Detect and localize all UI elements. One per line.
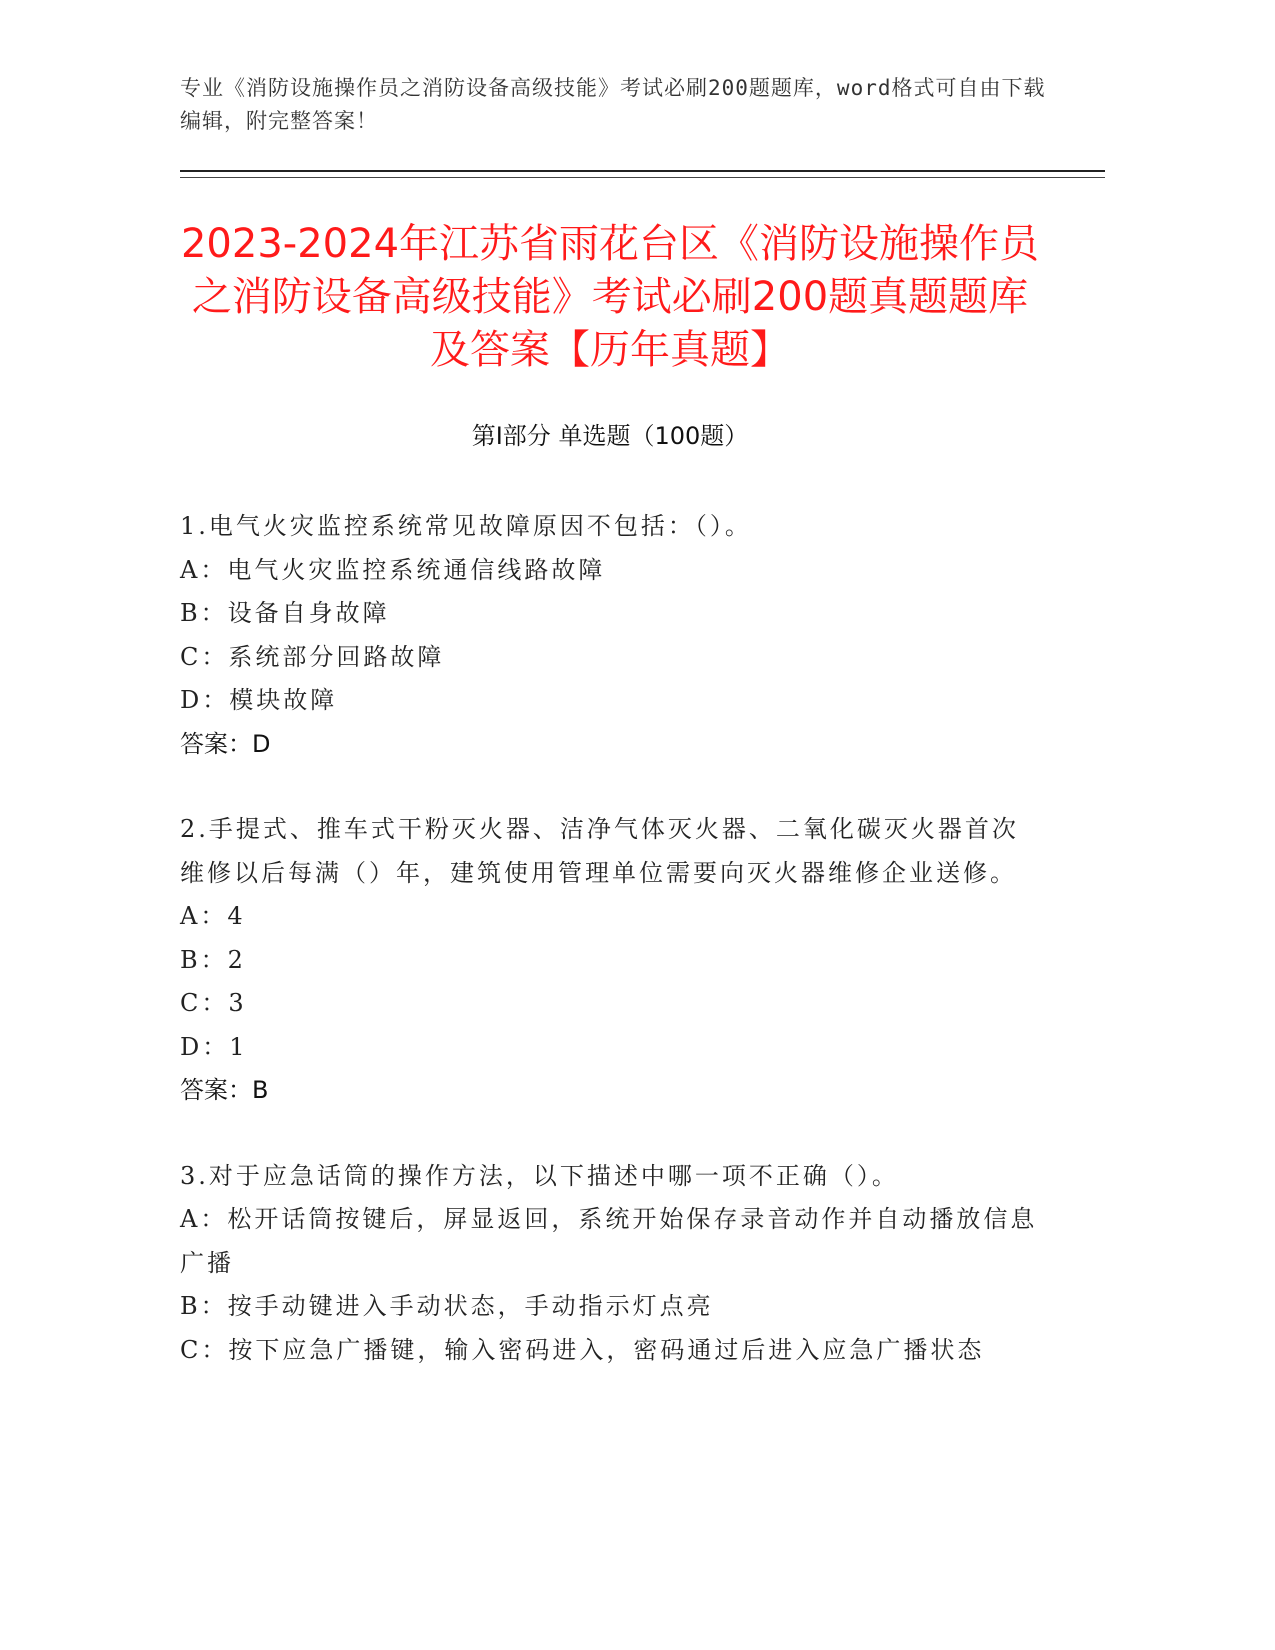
option-c: C：按下应急广播键，输入密码进入，密码通过后进入应急广播状态 <box>180 1335 985 1364</box>
option-a: A：4 <box>180 902 246 930</box>
question-stem: 1.电气火灾监控系统常见故障原因不包括：（）。 <box>180 512 752 540</box>
answer-line: 答案：B <box>180 1076 269 1104</box>
header-note: 专业《消防设施操作员之消防设备高级技能》考试必刷200题题库，word格式可自由下载编辑，附完整答案！ <box>180 76 1046 133</box>
option-c: C：系统部分回路故障 <box>180 642 445 671</box>
question-list <box>180 505 1040 1414</box>
option-d: D：1 <box>180 1032 248 1061</box>
option-a: A：电气火灾监控系统通信线路故障 <box>180 555 606 584</box>
question-2 <box>180 808 1040 1113</box>
question-stem: 2.手提式、推车式干粉灭火器、洁净气体灭火器、二氧化碳灭火器首次维修以后每满（）年，建筑使用管理单位需要向灭火器维修企业送修。 <box>180 815 1019 887</box>
document-title: 2023-2024年江苏省雨花台区《消防设施操作员之消防设备高级技能》考试必刷200题真题题库及答案【历年真题】 <box>180 221 1040 373</box>
option-b: B：2 <box>180 945 246 974</box>
header-rule-thin <box>180 177 1105 178</box>
section-title: 第I部分 单选题（100题） <box>471 422 749 450</box>
question-3 <box>180 1155 1040 1373</box>
header-rule-thick <box>180 170 1105 172</box>
option-b: B：设备自身故障 <box>180 599 390 627</box>
option-a: A：松开话筒按键后，屏显返回，系统开始保存录音动作并自动播放信息广播 <box>180 1205 1038 1277</box>
option-d: D：模块故障 <box>180 686 338 714</box>
option-b: B：按手动键进入手动状态，手动指示灯点亮 <box>180 1292 714 1320</box>
question-1 <box>180 505 1040 766</box>
option-c: C：3 <box>180 989 247 1017</box>
answer-line: 答案：D <box>180 729 271 758</box>
question-stem: 3.对于应急话筒的操作方法，以下描述中哪一项不正确（）。 <box>180 1161 899 1190</box>
